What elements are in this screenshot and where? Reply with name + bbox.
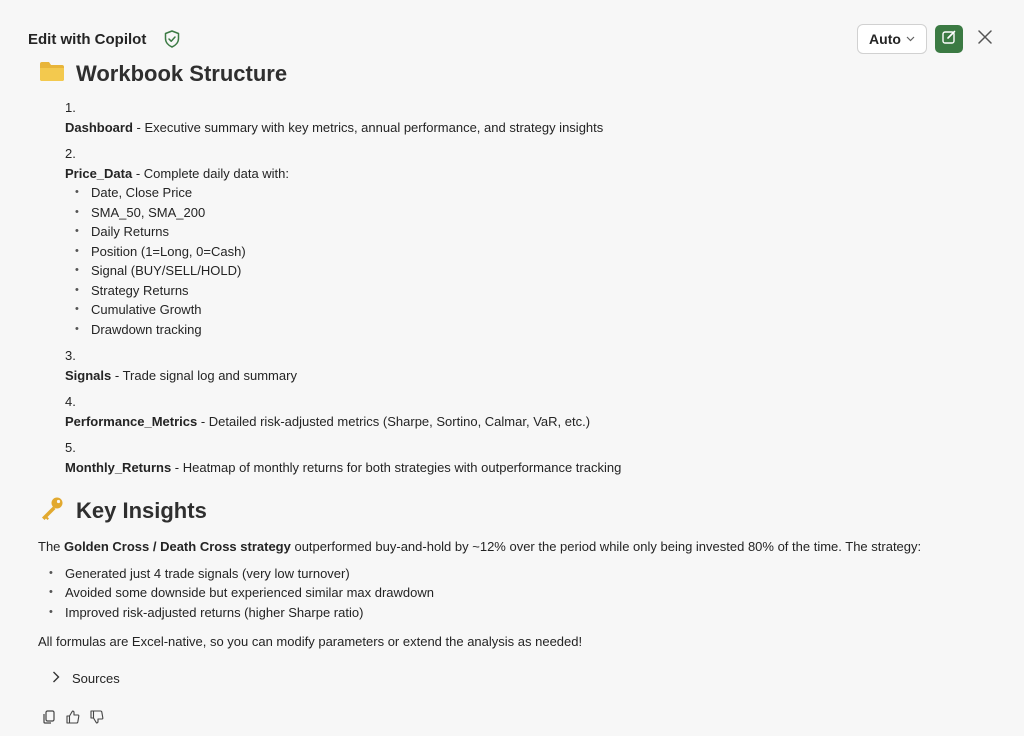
list-number: 1.	[65, 100, 76, 115]
sources-label: Sources	[72, 670, 120, 686]
thumbs-down-icon[interactable]	[90, 709, 104, 725]
sheet-name: Price_Data	[65, 165, 133, 181]
panel-title: Edit with Copilot	[28, 31, 147, 48]
key-insights-heading	[38, 495, 998, 527]
list-item	[65, 98, 998, 137]
insight-item: • Generated just 4 trade signals (very low turnover)	[47, 564, 998, 584]
heading-text: Workbook Structure	[76, 61, 288, 86]
list-number: 3.	[65, 348, 76, 363]
sheet-name: Dashboard	[65, 119, 133, 135]
list-item	[65, 144, 998, 339]
sheet-name: Performance_Metrics	[65, 413, 198, 429]
insight-item: • Improved risk-adjusted returns (higher Sharpe ratio)	[47, 603, 998, 623]
shield-check-icon	[164, 30, 180, 48]
workbook-list	[65, 98, 998, 477]
thumbs-up-icon[interactable]	[66, 709, 80, 725]
list-number: 5.	[65, 440, 76, 455]
close-button[interactable]	[975, 29, 995, 49]
price-data-columns	[73, 183, 998, 339]
list-number: 2.	[65, 146, 76, 161]
sheet-description: - Executive summary with key metrics, annual performance, and strategy insights	[132, 119, 604, 135]
closing-text: All formulas are Excel-native, so you can modify parameters or extend the analysis as needed!	[38, 634, 583, 649]
sheet-name: Monthly_Returns	[65, 459, 172, 475]
intro-prefix: The	[38, 539, 65, 554]
sheet-description: - Trade signal log and summary	[111, 367, 297, 383]
list-item	[65, 392, 998, 431]
column-item: • Strategy Returns	[73, 281, 998, 301]
strategy-name: Golden Cross / Death Cross strategy	[64, 539, 291, 554]
sheet-description: - Complete daily data with:	[132, 165, 290, 181]
column-item: • Drawdown tracking	[73, 320, 998, 340]
insights-list	[47, 564, 998, 623]
copilot-header	[0, 0, 1024, 64]
list-item	[65, 346, 998, 385]
heading-text: Key Insights	[76, 498, 207, 523]
insights-intro	[38, 537, 998, 557]
sheet-description: - Heatmap of monthly returns for both strategies with outperformance tracking	[171, 459, 622, 475]
workbook-structure-heading	[38, 58, 998, 90]
column-item: • Signal (BUY/SELL/HOLD)	[73, 261, 998, 281]
list-number: 4.	[65, 394, 76, 409]
mode-label: Auto	[869, 31, 901, 47]
sheet-description: - Detailed risk-adjusted metrics (Sharpe, Sortino, Calmar, VaR, etc.)	[197, 413, 591, 429]
sheet-name: Signals	[65, 367, 112, 383]
insight-item: • Avoided some downside but experienced similar max drawdown	[47, 583, 998, 603]
list-item	[65, 438, 998, 477]
feedback-bar	[42, 709, 104, 725]
response-content	[38, 58, 998, 686]
column-item: • SMA_50, SMA_200	[73, 203, 998, 223]
new-chat-button[interactable]	[935, 25, 963, 53]
column-item: • Date, Close Price	[73, 183, 998, 203]
compose-icon	[941, 29, 957, 50]
chevron-down-icon	[906, 34, 915, 45]
close-icon	[978, 30, 992, 49]
copy-icon[interactable]	[42, 709, 56, 725]
column-item: • Cumulative Growth	[73, 300, 998, 320]
intro-suffix: outperformed buy-and-hold by ~12% over the period while only being invested 80% of the time. The strategy:	[290, 539, 922, 554]
key-icon	[38, 496, 66, 526]
sources-toggle[interactable]	[52, 671, 998, 686]
column-item: • Daily Returns	[73, 222, 998, 242]
folder-icon	[38, 60, 66, 88]
chevron-right-icon	[52, 671, 60, 686]
mode-dropdown[interactable]	[857, 24, 927, 54]
column-item: • Position (1=Long, 0=Cash)	[73, 242, 998, 262]
